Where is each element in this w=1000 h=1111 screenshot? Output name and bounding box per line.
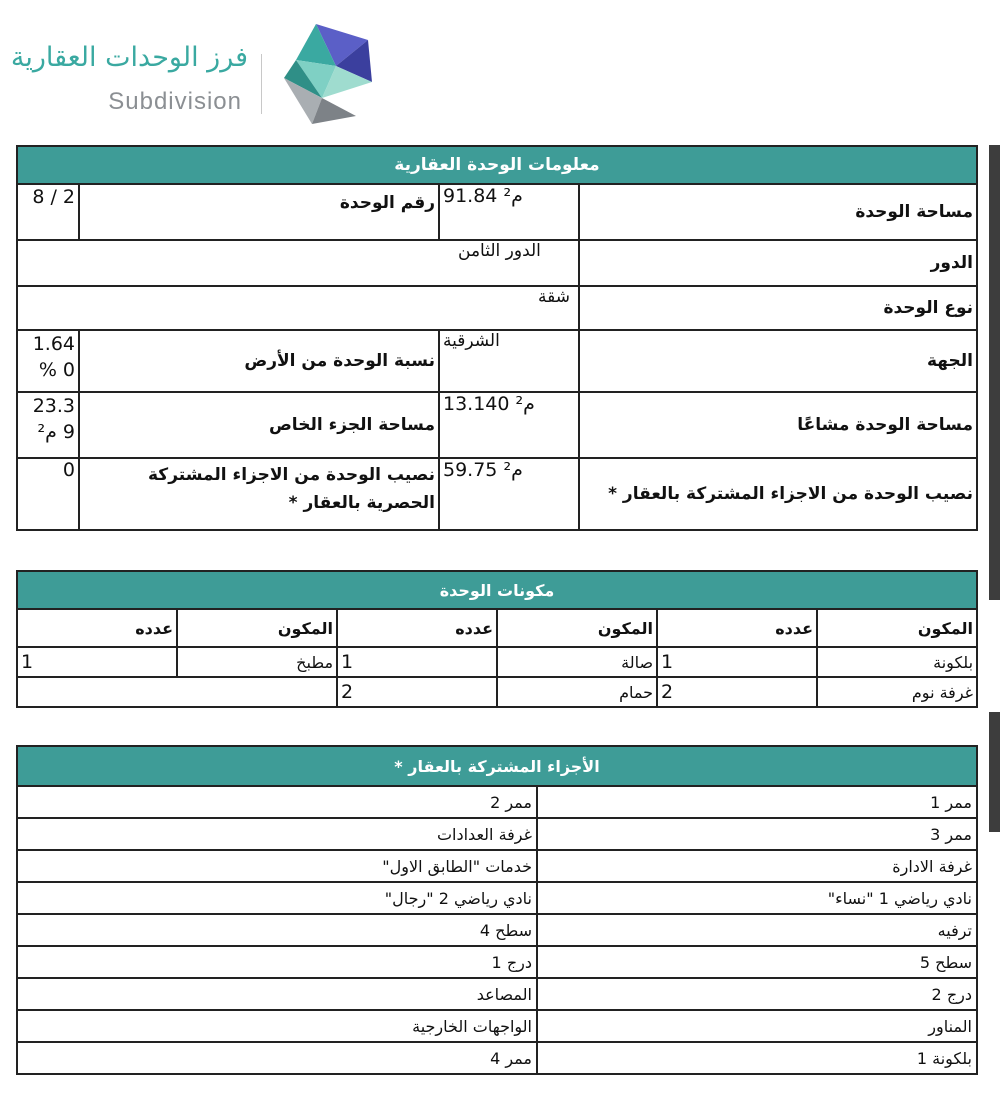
logo-arabic-text: فرز الوحدات العقارية [10,42,248,73]
component-count: 1 [337,647,497,677]
component-count: 2 [337,677,497,707]
type-label: نوع الوحدة [579,286,977,330]
land-ratio-label: نسبة الوحدة من الأرض [79,330,439,392]
col-count-1: عدده [657,609,817,647]
shared-part-item: ترفيه [537,914,977,946]
shared-part-item: ممر 1 [537,786,977,818]
unit-info-table [16,145,978,531]
component-name: غرفة نوم [817,677,977,707]
logo [10,14,370,124]
private-area-label: مساحة الجزء الخاص [79,392,439,458]
unit-number-label: رقم الوحدة [79,184,439,240]
col-count-2: عدده [337,609,497,647]
shared-parts-table [16,745,978,1075]
logo-divider [261,54,262,114]
col-component-3: المكون [177,609,337,647]
shared-part-item: غرفة العدادات [17,818,537,850]
component-count: 1 [657,647,817,677]
col-count-3: عدده [17,609,177,647]
shared-part-item: نادي رياضي 1 "نساء" [537,882,977,914]
empty-cell [17,677,337,707]
component-count: 2 [657,677,817,707]
shared-parts-title: الأجزاء المشتركة بالعقار * [17,746,977,786]
col-component-2: المكون [497,609,657,647]
component-name: مطبخ [177,647,337,677]
component-name: حمام [497,677,657,707]
shared-part-item: ممر 3 [537,818,977,850]
component-name: بلكونة [817,647,977,677]
component-count: 1 [17,647,177,677]
type-value: شقة [17,286,579,330]
edge-mark-top [989,145,1000,600]
area-value: 91.84 م² [439,184,579,240]
common-area-value: 13.140 م² [439,392,579,458]
components-title: مكونات الوحدة [17,571,977,609]
logo-english-text: Subdivision [108,88,242,115]
unit-number-value: 2 / 8 [17,184,79,240]
shared-part-item: الواجهات الخارجية [17,1010,537,1042]
direction-label: الجهة [579,330,977,392]
shared-part-item: درج 2 [537,978,977,1010]
area-label: مساحة الوحدة [579,184,977,240]
edge-mark-bottom [989,712,1000,832]
logo-mark-icon [276,20,376,128]
direction-value: الشرقية [439,330,579,392]
shared-part-item: غرفة الادارة [537,850,977,882]
floor-label: الدور [579,240,977,286]
shared-part-item: سطح 5 [537,946,977,978]
shared-part-item: درج 1 [17,946,537,978]
common-area-label: مساحة الوحدة مشاعًا [579,392,977,458]
shared-part-item: نادي رياضي 2 "رجال" [17,882,537,914]
col-component-1: المكون [817,609,977,647]
components-table [16,570,978,708]
shared-share-value: 59.75 م² [439,458,579,530]
shared-part-item: سطح 4 [17,914,537,946]
floor-value: الدور الثامن [17,240,579,286]
exclusive-share-label: نصيب الوحدة من الاجزاء المشتركة الحصرية بالعقار * [79,458,439,530]
shared-part-item: المناور [537,1010,977,1042]
shared-part-item: ممر 4 [17,1042,537,1074]
shared-part-item: ممر 2 [17,786,537,818]
land-ratio-value: 1.640 % [17,330,79,392]
shared-part-item: خدمات "الطابق الاول" [17,850,537,882]
component-name: صالة [497,647,657,677]
exclusive-share-value: 0 [17,458,79,530]
shared-share-label: نصيب الوحدة من الاجزاء المشتركة بالعقار * [579,458,977,530]
shared-part-item: المصاعد [17,978,537,1010]
private-area-value: 23.39 م² [17,392,79,458]
shared-part-item: بلكونة 1 [537,1042,977,1074]
unit-info-title: معلومات الوحدة العقارية [17,146,977,184]
